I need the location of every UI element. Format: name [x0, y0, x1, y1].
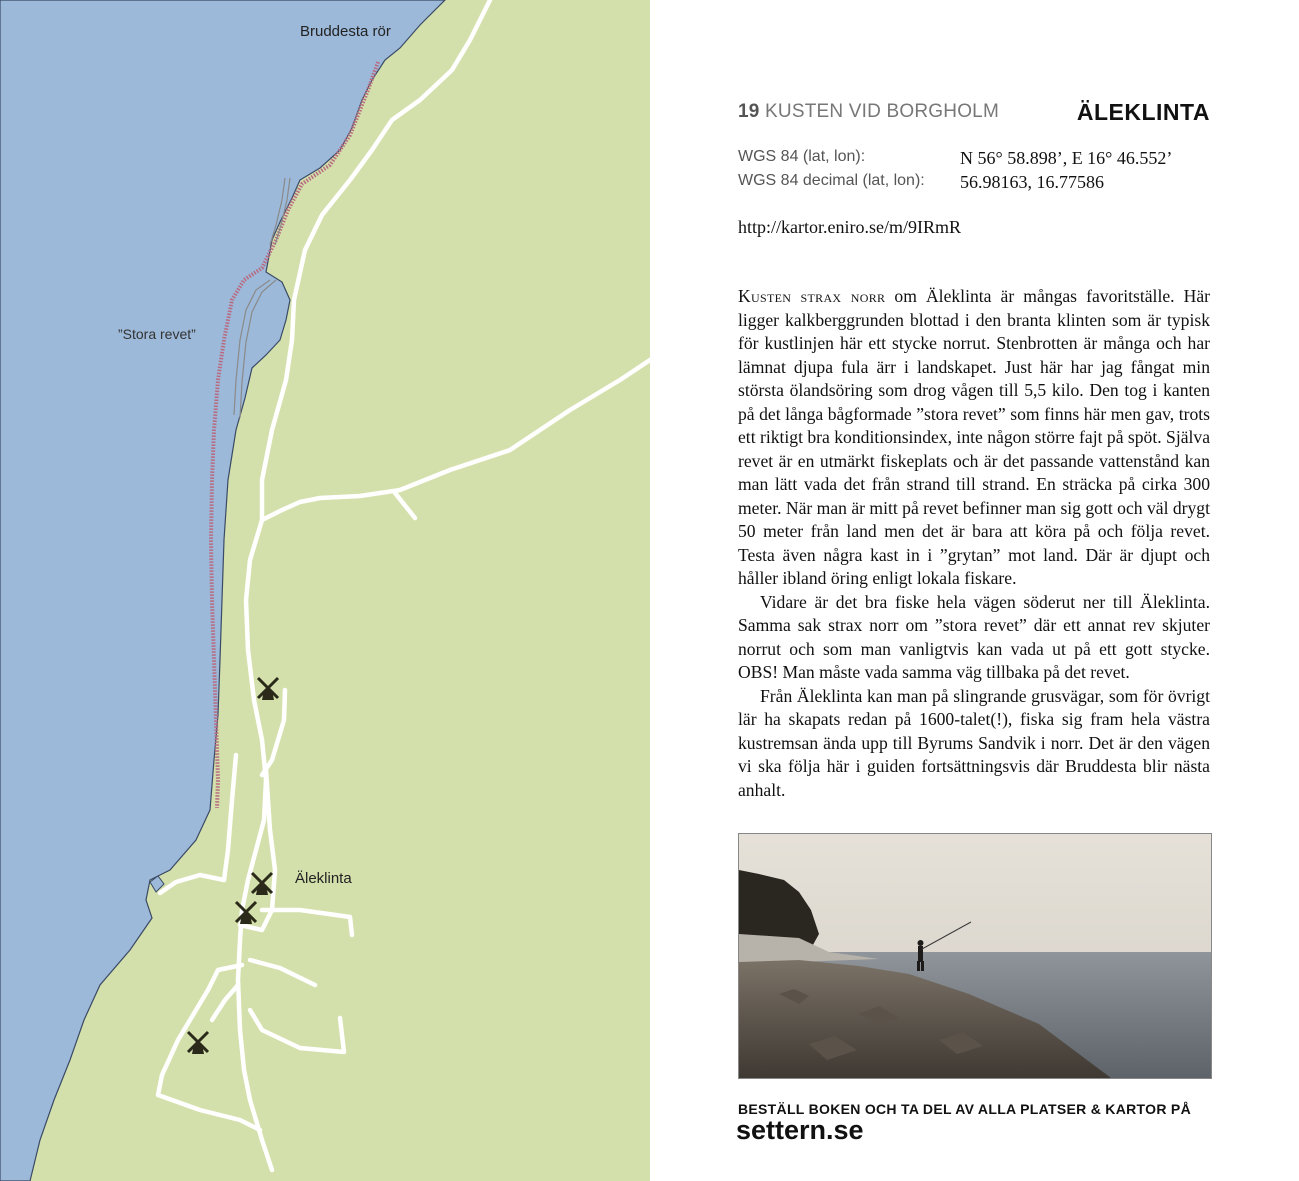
map-label-bruddesta: Bruddesta rör	[300, 23, 391, 40]
coordinate-label: WGS 84 decimal (lat, lon):	[738, 172, 925, 189]
map-link[interactable]: http://kartor.eniro.se/m/9IRmR	[738, 217, 961, 237]
coordinate-row	[738, 148, 1218, 172]
coordinate-row	[738, 172, 1218, 196]
coordinate-value: 56.98163, 16.77586	[960, 172, 1104, 192]
page-header	[738, 99, 1210, 129]
article-paragraph	[738, 285, 1210, 591]
chapter-number: 19	[738, 101, 760, 122]
chapter-heading	[738, 101, 999, 123]
article-paragraph: Vidare är det bra fiske hela vägen söderut ner till Äleklinta. Samma sak strax norr om ”stora revet” där ett annat rev skjuter norrut och som man vanligtvis kan vada ut på ett gott stycke. OBS! Man måste vada samma väg tillbaka på det revet.	[738, 591, 1210, 682]
article-body	[738, 285, 1210, 802]
fishing-photo	[738, 833, 1212, 1079]
page-title: ÄLEKLINTA	[1076, 99, 1210, 125]
text-page	[650, 0, 1299, 1181]
lead-in: Kusten strax norr	[738, 286, 886, 306]
article-paragraph: Från Äleklinta kan man på slingrande grusvägar, som för övrigt lär ha skapats redan på 1600-talet(!), fiska sig fram hela västra kustremsan ända upp till Byrums Sandvik i norr. Det är den vägen vi ska följa här i guiden fortsättningsvis där Bruddesta blir nästa anhalt.	[738, 685, 1210, 800]
paragraph-text: om Äleklinta är mångas favoritställe. Här ligger kalkberggrunden blottad i den branta klinten som är typisk för kustlinjen här ett stycke norrut. Stenbrotten är många och har lämnat djupa fula ärr i landskapet. Just här har jag fångat min största ölandsöring som drog vågen till 5,5 kilo. Den tog i kanten på det långa bågformade ”stora revet” som finns här men gav, trots ett riktigt bra konditionsindex, inte någon större fajt på spöt. Själva revet är en utmärkt fiskeplats och är det passande vattenstånd kan man lätt vada det från strand till strand. En sträcka på cirka 300 meter. När man är mitt på revet befinner man sig gott och väl drygt 50 meter från land men det är bara att köra på och följa revet. Testa även några kast in i ”grytan” mot land. Där är djupt och håller ibland öring enligt lokala fiskare.	[738, 286, 1211, 588]
photo-image	[739, 834, 1211, 1078]
map-label-stora-revet: ”Stora revet”	[118, 326, 196, 342]
order-call-to-action: BESTÄLL BOKEN OCH TA DEL AV ALLA PLATSER & KARTOR PÅ	[738, 1101, 1191, 1117]
website-link[interactable]: settern.se	[736, 1115, 864, 1145]
chapter-title: KUSTEN VID BORGHOLM	[765, 101, 999, 122]
coordinate-value: N 56° 58.898’, E 16° 46.552’	[960, 148, 1173, 168]
map-label-aleklinta: Äleklinta	[295, 870, 352, 887]
coordinates-table	[738, 148, 1218, 196]
coordinate-label: WGS 84 (lat, lon):	[738, 148, 866, 165]
